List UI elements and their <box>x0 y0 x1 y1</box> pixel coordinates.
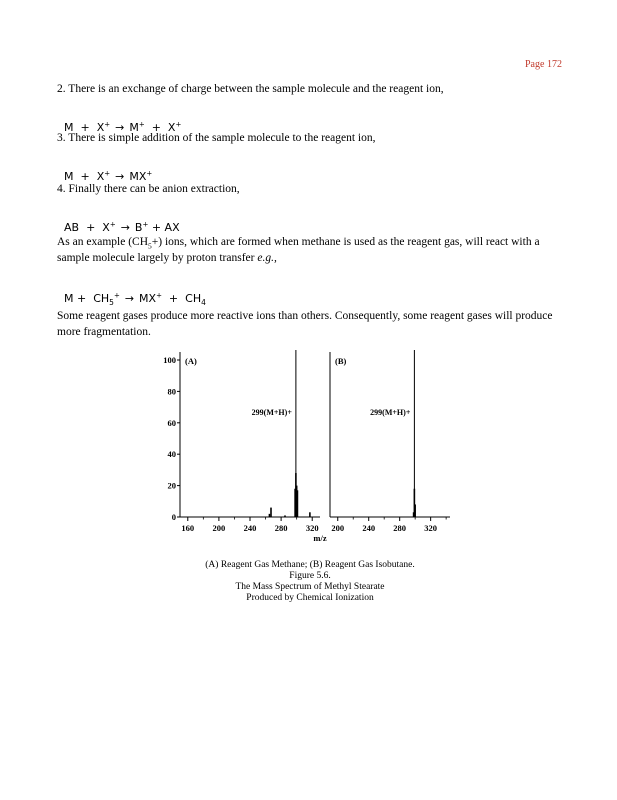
panel-a-x-axis-title: m/z <box>313 533 327 543</box>
p5-eg: e.g., <box>257 252 277 264</box>
eq3-rhs-sup: + <box>146 169 153 178</box>
equation-simple-addition <box>57 157 152 183</box>
panel-a-x-tick-label: 200 <box>212 523 226 533</box>
panel-a-y-tick-label: 60 <box>167 417 176 428</box>
p5-part1: As an example (CH <box>57 236 149 248</box>
eq2-rhs1: M <box>129 121 139 134</box>
arrow: → <box>120 221 130 234</box>
panel-a-y-tick-label: 0 <box>171 512 176 522</box>
p5-part2: +) ions, which are formed when methane is used as the reagent gas, will react with a sample molecule largely by proton transfer <box>57 236 540 264</box>
eq3-lhs-sup: + <box>104 169 111 178</box>
paragraph-charge-exchange: 2. There is an exchange of charge between the sample molecule and the reagent ion, <box>57 83 444 95</box>
eq5-rhs2-sub: 4 <box>201 298 206 308</box>
arrow: → <box>124 292 135 305</box>
arrow: → <box>115 170 125 183</box>
panel-a-annotation: 299(M+H)+ <box>251 407 292 417</box>
paragraph-simple-addition: 3. There is simple addition of the sample molecule to the reagent ion, <box>57 132 376 144</box>
arrow: → <box>115 121 125 134</box>
eq5-lhs: M + CH <box>64 292 110 305</box>
caption-line-2: Figure 5.6. <box>289 571 331 581</box>
paragraph-anion-extraction: 4. Finally there can be anion extraction, <box>57 183 240 195</box>
eq4-rhs2: + AX <box>148 221 180 234</box>
eq5-rhs: MX <box>139 292 157 305</box>
equation-anion-extraction <box>57 208 180 234</box>
eq4-rhs1-sup: + <box>142 220 149 229</box>
eq2-rhs1-sup: + <box>138 120 145 129</box>
panel-b-annotation: 299(M+H)+ <box>370 407 411 417</box>
panel-a-y-tick-label: 20 <box>167 480 176 491</box>
panel-a-label: (A) <box>185 356 197 366</box>
paragraph-reactive-ions: Some reagent gases produce more reactive ions than others. Consequently, some reagent gases will produce more fragmentation. <box>57 310 553 338</box>
eq5-lhs-sup: + <box>113 291 120 300</box>
eq2-lhs: M + X <box>64 121 105 134</box>
panel-a-x-tick-label: 160 <box>181 523 195 533</box>
panel-b-x-tick-label: 240 <box>362 523 376 533</box>
panel-a-y-tick-label: 100 <box>163 355 176 365</box>
eq2-lhs-sup: + <box>104 120 111 129</box>
eq5-rhs-sup: + <box>156 291 162 300</box>
eq2-rhs2-sup: + <box>175 120 182 129</box>
caption-line-1: (A) Reagent Gas Methane; (B) Reagent Gas Isobutane. <box>205 560 415 570</box>
panel-b-x-tick-label: 280 <box>393 523 407 533</box>
panel-a-y-tick-label: 40 <box>167 449 176 460</box>
eq5-rhs2: + CH <box>161 292 202 305</box>
eq3-lhs: M + X <box>64 170 105 183</box>
panel-a-x-tick-label: 280 <box>274 523 288 533</box>
panel-a-x-tick-label: 320 <box>305 523 319 533</box>
eq5-lhs-sub: 5 <box>109 298 114 308</box>
p5-sub: 5 <box>148 241 152 251</box>
figure-caption <box>150 560 470 604</box>
panel-b-x-tick-label: 320 <box>424 523 438 533</box>
panel-b-label: (B) <box>335 356 347 366</box>
eq4-rhs1: B <box>134 221 143 234</box>
eq4-lhs: AB + X <box>64 221 110 234</box>
paragraph-methane-example <box>57 234 562 266</box>
equation-proton-transfer <box>57 279 206 308</box>
mass-spectrum-figure <box>150 345 470 550</box>
caption-line-3: The Mass Spectrum of Methyl Stearate <box>235 582 385 592</box>
panel-b-x-tick-label: 200 <box>331 523 345 533</box>
page-number: Page 172 <box>525 59 562 70</box>
eq2-rhs2: + X <box>144 121 176 134</box>
panel-a-x-tick-label: 240 <box>243 523 257 533</box>
eq3-rhs: MX <box>129 170 147 183</box>
eq4-lhs-sup: + <box>109 220 116 229</box>
caption-line-4: Produced by Chemical Ionization <box>246 593 374 603</box>
panel-a-y-tick-label: 80 <box>167 386 176 397</box>
